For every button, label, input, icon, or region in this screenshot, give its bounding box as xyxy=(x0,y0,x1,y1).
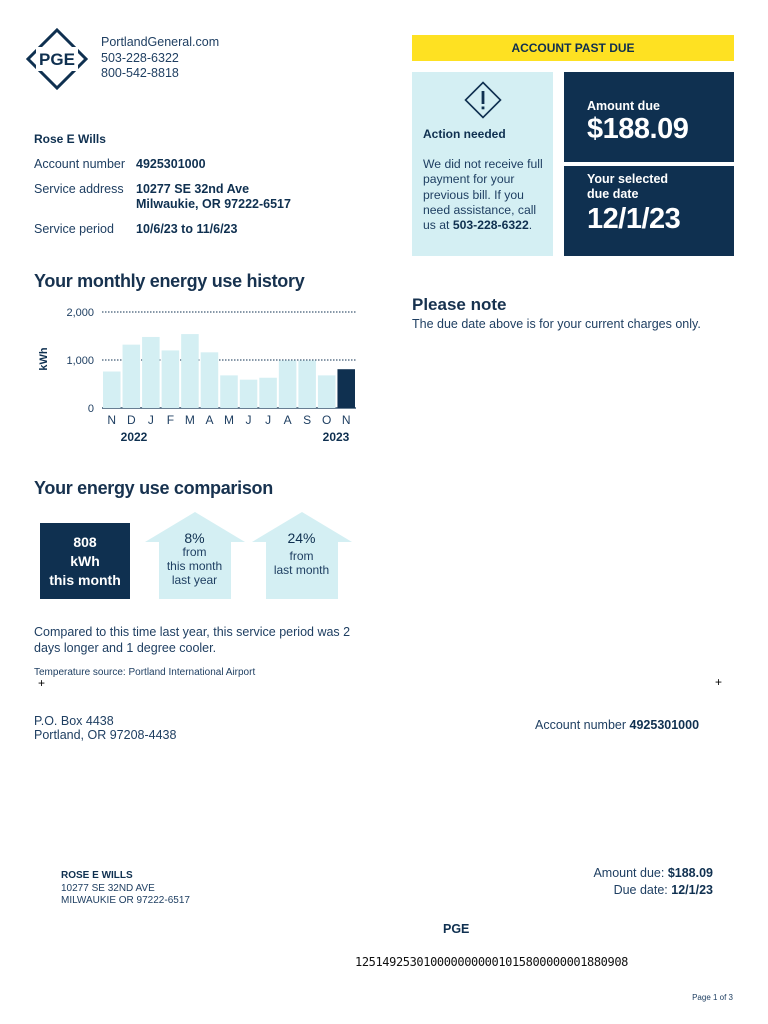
mailing-line1: 10277 SE 32ND AVE xyxy=(61,882,155,894)
bar-J-2 xyxy=(142,337,160,408)
month-comparison-pct: 24% xyxy=(287,530,316,546)
bar-S-10 xyxy=(298,360,316,408)
due-date-value: 12/1/23 xyxy=(587,203,681,235)
comparison-title: Your energy use comparison xyxy=(34,478,273,498)
action-needed-phone[interactable]: 503-228-6322 xyxy=(452,218,529,233)
stub-amount-value: $188.09 xyxy=(667,866,713,880)
bar-O-11 xyxy=(318,375,336,408)
bar-A-5 xyxy=(201,352,219,408)
x-tick-label: N xyxy=(341,413,351,427)
x-tick-label: A xyxy=(283,413,292,427)
amount-due-value: $188.09 xyxy=(587,113,689,145)
amount-due-label: Amount due xyxy=(587,99,660,113)
bar-J-8 xyxy=(259,378,277,408)
this-month-value: 808 xyxy=(73,534,97,550)
due-date-label xyxy=(587,172,668,202)
action-needed-box xyxy=(412,72,553,256)
contact-info xyxy=(101,35,219,82)
account-number-label: Account number xyxy=(34,157,126,171)
stub-amount-label: Amount due: xyxy=(593,866,665,880)
y-tick-label: 1,000 xyxy=(66,355,94,367)
bar-N-12 xyxy=(337,369,355,408)
x-tick-label: N xyxy=(107,413,117,427)
website-link[interactable]: PortlandGeneral.com xyxy=(101,35,220,49)
this-month-unit: kWh xyxy=(70,553,100,569)
due-date-box xyxy=(564,166,734,256)
account-number-row xyxy=(34,157,206,171)
this-month-usage-box xyxy=(40,523,130,599)
mailing-name: ROSE E WILLS xyxy=(61,870,133,881)
bar-F-3 xyxy=(162,350,180,408)
page-number: Page 1 of 3 xyxy=(692,993,733,1002)
bar-D-1 xyxy=(123,345,141,408)
bar-N-0 xyxy=(103,372,121,408)
temperature-source: Temperature source: Portland International Airport xyxy=(34,667,256,678)
bar-J-7 xyxy=(240,380,258,408)
action-needed-text xyxy=(423,157,547,233)
remit-address xyxy=(34,715,176,742)
stub-account-label: Account number xyxy=(535,718,627,732)
service-address-label: Service address xyxy=(34,182,124,196)
y-axis-label: kWh xyxy=(38,347,50,371)
due-date-label-line1: Your selected xyxy=(587,172,669,186)
year-comparison-text xyxy=(158,531,231,587)
action-needed-title: Action needed xyxy=(423,127,506,141)
remit-address-line1: P.O. Box 4438 xyxy=(34,714,114,728)
x-tick-label: D xyxy=(126,413,136,427)
stub-account-value: 4925301000 xyxy=(629,718,700,732)
crosshair-mark-right: + xyxy=(715,675,723,689)
phone-secondary: 800-542-8818 xyxy=(101,66,179,80)
x-tick-label: F xyxy=(166,413,175,427)
bar-M-4 xyxy=(181,334,199,408)
history-title: Your monthly energy use history xyxy=(34,271,305,291)
x-tick-label: M xyxy=(224,413,234,427)
stub-amount-summary xyxy=(593,865,713,899)
please-note-text: The due date above is for your current charges only. xyxy=(412,317,701,331)
pge-logo xyxy=(26,28,88,90)
year-comparison-line2: this month xyxy=(166,559,223,573)
year-label-end: 2023 xyxy=(322,430,350,444)
customer-name: Rose E Wills xyxy=(34,132,106,146)
bar-A-9 xyxy=(279,360,297,408)
stub-account-number xyxy=(535,718,699,732)
mailing-address xyxy=(61,870,190,908)
month-comparison-line1: from xyxy=(289,549,314,563)
x-tick-label: J xyxy=(245,413,252,427)
action-needed-period: . xyxy=(528,218,533,233)
logo-text: PGE xyxy=(39,50,75,69)
this-month-label: this month xyxy=(49,572,121,588)
service-address-line2: Milwaukie, OR 97222-6517 xyxy=(136,197,291,211)
service-address-row xyxy=(34,182,136,196)
warning-icon xyxy=(464,81,502,119)
bar-M-6 xyxy=(220,375,238,408)
y-tick-label: 2,000 xyxy=(66,307,94,319)
please-note-title: Please note xyxy=(412,295,507,314)
x-tick-label: J xyxy=(147,413,154,427)
amount-due-box xyxy=(564,72,734,162)
remit-address-line2: Portland, OR 97208-4438 xyxy=(34,727,177,742)
service-period-value: 10/6/23 to 11/6/23 xyxy=(136,222,238,236)
year-comparison-pct: 8% xyxy=(184,530,205,546)
year-label-start: 2022 xyxy=(120,430,148,444)
past-due-banner: ACCOUNT PAST DUE xyxy=(412,35,734,61)
service-address-value xyxy=(136,182,291,212)
account-number-value: 4925301000 xyxy=(136,157,206,171)
stub-due-date-label: Due date: xyxy=(613,883,668,897)
mailing-line2: MILWAUKIE OR 97222-6517 xyxy=(61,895,190,906)
x-tick-label: M xyxy=(184,413,195,427)
crosshair-mark-left: + xyxy=(38,676,46,690)
energy-history-chart xyxy=(30,300,370,448)
month-comparison-text xyxy=(265,531,338,577)
year-comparison-line3: last year xyxy=(171,573,218,587)
x-tick-label: A xyxy=(205,413,214,427)
stub-due-date-value: 12/1/23 xyxy=(671,883,713,897)
service-address-line1: 10277 SE 32nd Ave xyxy=(136,182,250,196)
month-comparison-line2: last month xyxy=(273,563,330,577)
action-needed-body: We did not receive full payment for your previous bill. If you need assistance, call us at xyxy=(423,157,543,233)
service-period-label: Service period xyxy=(34,222,114,236)
x-tick-label: O xyxy=(322,413,332,427)
comparison-note: Compared to this time last year, this service period was 2 days longer and 1 degree cooler. xyxy=(34,625,351,655)
x-tick-label: S xyxy=(303,413,312,427)
year-comparison-line1: from xyxy=(182,545,207,559)
service-period-row xyxy=(34,222,237,236)
phone-primary: 503-228-6322 xyxy=(101,50,179,65)
x-tick-label: J xyxy=(265,413,272,427)
stub-payee: PGE xyxy=(443,922,470,936)
y-tick-label: 0 xyxy=(87,403,94,415)
ocr-scanline: 125149253010000000000101580000000188090​8 xyxy=(355,955,628,969)
due-date-label-line2: due date xyxy=(587,187,639,201)
